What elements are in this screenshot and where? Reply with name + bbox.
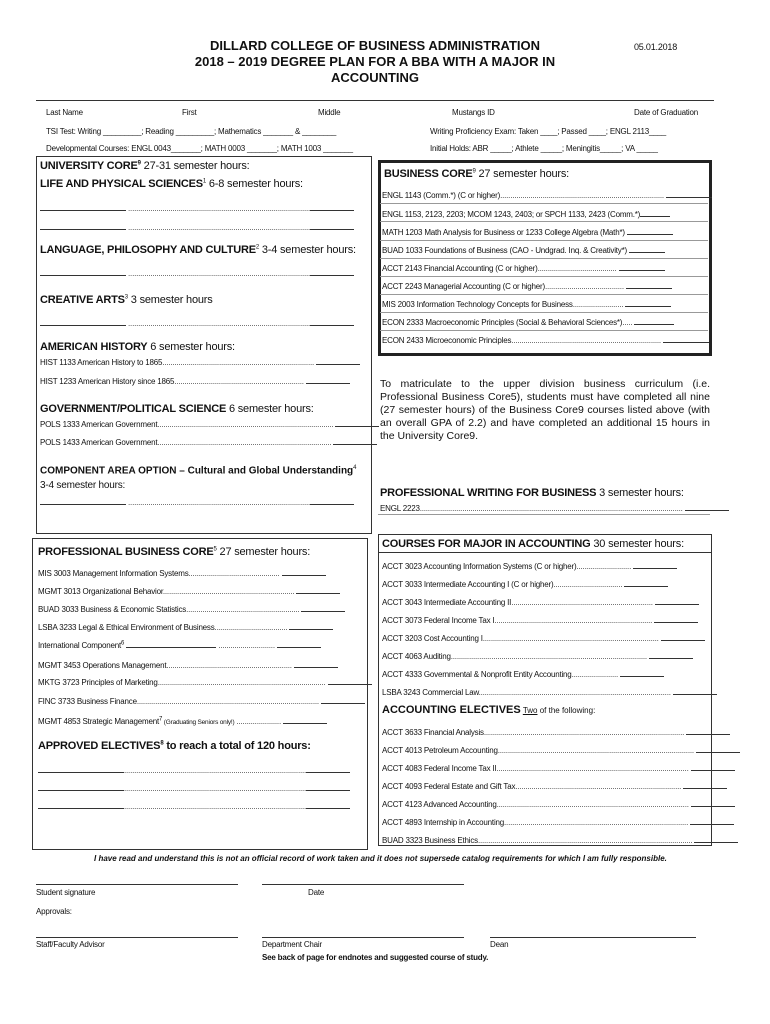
business-core-row[interactable]: ACCT 2243 Managerial Accounting (C or higher).......................................: [382, 281, 672, 291]
major-course-row[interactable]: ACCT 3033 Intermediate Accounting I (C or higher)..................................: [382, 579, 668, 589]
writing-proficiency-fields[interactable]: Writing Proficiency Exam: Taken ____; Passed ____; ENGL 2113____: [430, 127, 666, 136]
student-signature-line[interactable]: [36, 884, 238, 885]
pols-1333-row[interactable]: POLS 1333 American Government.......................................................................................: [40, 419, 379, 429]
business-core-row[interactable]: ENGL 1143 (Comm.*) (C or higher).................................................................................: [382, 190, 712, 200]
business-core-heading: BUSINESS CORE$^9$ 27 semester hours:: [384, 168, 570, 180]
accounting-electives-heading: ACCOUNTING ELECTIVES Two of the following:: [382, 704, 596, 716]
middle-name-label: Middle: [318, 108, 341, 117]
hist-1233-row[interactable]: HIST 1233 American History since 1865................................................................: [40, 376, 350, 386]
language-course[interactable]: ..........................................................................................: [40, 268, 354, 278]
date-line[interactable]: [262, 884, 464, 885]
business-core-row[interactable]: ECON 2333 Macroeconomic Principles (Social & Behavioral Sciences*).....: [382, 317, 674, 327]
creative-arts-heading: CREATIVE ARTS$^3$ 3 semester hours: [40, 294, 213, 306]
government-heading: GOVERNMENT/POLITICAL SCIENCE 6 semester hours:: [40, 403, 314, 415]
dean-label: Dean: [490, 940, 509, 949]
accounting-elective-row[interactable]: ACCT 3633 Financial Analysis...................................................................................................: [382, 727, 730, 737]
creative-arts-course[interactable]: ..........................................................................................: [40, 318, 354, 328]
professional-core-row[interactable]: MGMT 3453 Operations Management..............................................................: [38, 660, 338, 670]
accounting-elective-row[interactable]: ACCT 4093 Federal Estate and Gift Tax..................................................................................: [382, 781, 727, 791]
chair-signature-line[interactable]: [262, 937, 464, 938]
name-line[interactable]: [36, 100, 714, 101]
accounting-elective-row[interactable]: ACCT 4083 Federal Income Tax II...............................................................................................: [382, 763, 735, 773]
component-area-hours: 3-4 semester hours:: [40, 480, 126, 491]
major-course-row[interactable]: ACCT 3073 Federal Income Tax I..............................................................................: [382, 615, 698, 625]
business-core-row[interactable]: ACCT 2143 Financial Accounting (C or higher).......................................: [382, 263, 665, 273]
matriculation-note: To matriculate to the upper division business curriculum (i.e. Professional Business Core5), students must have completed all nine (27 semester hours) of the Business Core9 courses listed above (with an overall GPA of 2.2) and have completed an additional 15 hours in the University Core9.: [380, 378, 710, 442]
professional-writing-heading: PROFESSIONAL WRITING FOR BUSINESS 3 semester hours:: [380, 487, 684, 499]
approved-electives-heading: APPROVED ELECTIVES$^8$ to reach a total of 120 hours:: [38, 740, 311, 752]
pols-1433-row[interactable]: POLS 1433 American Government......................................................................................: [40, 437, 377, 447]
page-title-line-1: DILLARD COLLEGE OF BUSINESS ADMINISTRATION: [209, 38, 541, 53]
approvals-label: Approvals:: [36, 907, 72, 916]
professional-core-row[interactable]: International Component$^6$ ............................: [38, 640, 321, 650]
life-physical-sciences-heading: LIFE AND PHYSICAL SCIENCES$^1$ 6-8 semester hours:: [40, 178, 303, 190]
initial-holds-fields[interactable]: Initial Holds: ABR _____; Athlete _____; Meningitis_____; VA _____: [430, 144, 658, 153]
business-core-row[interactable]: ENGL 1153, 2123, 2203; MCOM 1243, 2403; or SPCH 1133, 2423 (Comm.*): [382, 209, 670, 219]
life-science-course-1[interactable]: ..........................................................................................: [40, 203, 354, 213]
page-title-line-3: ACCOUNTING: [330, 70, 420, 85]
student-signature-label: Student signature: [36, 888, 96, 897]
back-of-page-note: See back of page for endnotes and suggested course of study.: [262, 953, 489, 962]
professional-core-row[interactable]: MIS 3003 Management Information Systems.............................................: [38, 568, 326, 578]
professional-core-row[interactable]: MGMT 4853 Strategic Management$^7$ (Graduating Seniors only!) ......................: [38, 716, 327, 726]
first-name-label: First: [182, 108, 197, 117]
developmental-courses-fields[interactable]: Developmental Courses: ENGL 0043_______; MATH 0003 _______; MATH 1003 _______: [46, 144, 353, 153]
graduation-date-label: Date of Graduation: [634, 108, 698, 117]
page-title-line-2: 2018 – 2019 DEGREE PLAN FOR A BBA WITH A MAJOR IN: [194, 54, 556, 69]
component-area-heading: COMPONENT AREA OPTION – Cultural and Global Understanding$^4$: [40, 465, 357, 477]
language-philosophy-culture-heading: LANGUAGE, PHILOSOPHY AND CULTURE$^2$ 3-4 semester hours:: [40, 244, 356, 256]
accounting-elective-row[interactable]: ACCT 4893 Internship in Accounting...........................................................................................: [382, 817, 734, 827]
advisor-signature-line[interactable]: [36, 937, 238, 938]
accounting-elective-row[interactable]: ACCT 4123 Advanced Accounting...............................................................................................: [382, 799, 735, 809]
professional-core-row[interactable]: FINC 3733 Business Finance..........................................................................................: [38, 696, 365, 706]
accounting-elective-row[interactable]: BUAD 3323 Business Ethics..........................................................................................................: [382, 835, 738, 845]
form-date: 05.01.2018: [634, 42, 678, 52]
chair-label: Department Chair: [262, 940, 322, 949]
major-course-row[interactable]: ACCT 3023 Accounting Information Systems (C or higher)...........................: [382, 561, 677, 571]
elective-row[interactable]: ..........................................................................................: [38, 801, 350, 811]
major-course-row[interactable]: LSBA 3243 Commercial Law...............................................................................................: [382, 687, 717, 697]
major-course-row[interactable]: ACCT 4063 Auditing.................................................................................................: [382, 651, 693, 661]
engl-2223-row[interactable]: ENGL 2223..................................................................................................................................: [380, 503, 729, 513]
tsi-test-fields[interactable]: TSI Test: Writing _________; Reading _________; Mathematics _______ & ________: [46, 127, 337, 136]
hist-1133-row[interactable]: HIST 1133 American History to 1865...........................................................................: [40, 357, 360, 367]
business-core-row[interactable]: ECON 2433 Microeconomic Principles..........................................................................: [382, 335, 709, 345]
professional-core-row[interactable]: MKTG 3723 Principles of Marketing...................................................................................: [38, 677, 372, 687]
professional-core-heading: PROFESSIONAL BUSINESS CORE$^5$ 27 semester hours:: [38, 546, 311, 558]
professional-core-row[interactable]: LSBA 3233 Legal & Ethical Environment of Business....................................: [38, 622, 333, 632]
advisor-label: Staff/Faculty Advisor: [36, 940, 105, 949]
elective-row[interactable]: ..........................................................................................: [38, 765, 350, 775]
accounting-elective-row[interactable]: ACCT 4013 Petroleum Accounting.................................................................................................: [382, 745, 740, 755]
disclaimer: I have read and understand this is not an official record of work taken and it does not supersede catalog requirements for which I am fully responsible.: [94, 854, 667, 863]
life-science-course-2[interactable]: ..........................................................................................: [40, 222, 354, 232]
business-core-row[interactable]: MIS 2003 Information Technology Concepts for Business.........................: [382, 299, 671, 309]
major-course-row[interactable]: ACCT 4333 Governmental & Nonprofit Entity Accounting.......................: [382, 669, 664, 679]
american-history-heading: AMERICAN HISTORY 6 semester hours:: [40, 341, 235, 353]
mustangs-id-label: Mustangs ID: [452, 108, 495, 117]
elective-row[interactable]: ..........................................................................................: [38, 783, 350, 793]
business-core-row[interactable]: BUAD 1033 Foundations of Business (CAO - Undgrad. Inq. & Creativity*): [382, 245, 665, 255]
component-area-course[interactable]: ..........................................................................................: [40, 497, 354, 507]
last-name-label: Last Name: [46, 108, 83, 117]
professional-core-row[interactable]: MGMT 3013 Organizational Behavior.................................................................: [38, 586, 340, 596]
professional-core-row[interactable]: BUAD 3033 Business & Economic Statistics........................................................: [38, 604, 345, 614]
accounting-major-heading: COURSES FOR MAJOR IN ACCOUNTING 30 semester hours:: [382, 538, 684, 550]
dean-signature-line[interactable]: [490, 937, 696, 938]
major-course-row[interactable]: ACCT 3203 Cost Accounting I.......................................................................................: [382, 633, 705, 643]
date-label: Date: [308, 888, 325, 897]
major-course-row[interactable]: ACCT 3043 Intermediate Accounting II......................................................................: [382, 597, 699, 607]
university-core-heading: UNIVERSITY CORE$^9$ 27-31 semester hours:: [40, 160, 250, 172]
business-core-row[interactable]: MATH 1203 Math Analysis for Business or 1233 College Algebra (Math*): [382, 227, 673, 237]
